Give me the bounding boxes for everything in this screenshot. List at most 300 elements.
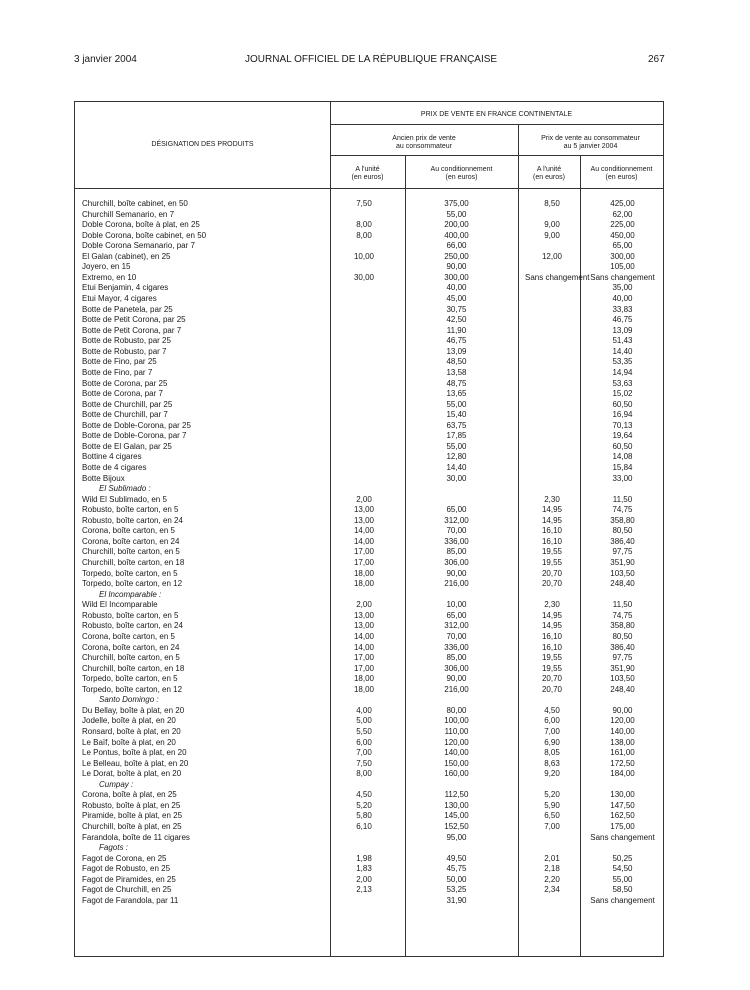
new-package-price: 248,40 — [610, 579, 635, 589]
old-unit-price: 1,98 — [356, 853, 372, 863]
old-package-price: 160,00 — [444, 769, 469, 779]
new-package-price: Sans changement — [590, 832, 655, 842]
conditionnement-new-header: Au conditionnement (en euros) — [590, 166, 653, 181]
section-heading: Fagots : — [99, 843, 128, 853]
new-package-price: 425,00 — [610, 199, 635, 208]
old-package-price: 55,00 — [446, 441, 467, 451]
new-package-price: 140,00 — [610, 727, 635, 736]
new-unit-price: 12,00 — [541, 251, 563, 261]
table-row — [75, 759, 665, 770]
nouveau-prix-header: Prix de vente au consommateur au 5 janvier 2004 — [541, 135, 640, 150]
new-unit-price: 19,55 — [541, 558, 563, 568]
old-unit-price: 17,00 — [353, 558, 375, 568]
old-package-price: 90,00 — [446, 674, 467, 684]
old-package-price: 140,00 — [444, 748, 469, 758]
table-row — [75, 685, 665, 696]
old-package-price: 216,00 — [444, 579, 469, 589]
new-package-price: 105,00 — [610, 262, 635, 272]
new-package-price: 14,94 — [612, 367, 633, 377]
table-row — [75, 400, 665, 411]
table-row — [75, 210, 665, 221]
product-name: Wild El Sublimado, en 5 — [82, 495, 326, 506]
new-unit-price: 2,30 — [544, 600, 560, 610]
product-name: Fagot de Farandola, par 11 — [82, 896, 326, 907]
product-name: Churchill, boîte carton, en 18 — [82, 558, 326, 569]
old-unit-price: 4,00 — [356, 705, 372, 715]
table-row — [75, 421, 665, 432]
new-unit-price: 20,70 — [541, 579, 563, 589]
old-package-price: 200,00 — [444, 220, 469, 230]
table-row — [75, 442, 665, 453]
table-row — [75, 843, 665, 854]
table-row — [75, 875, 665, 886]
old-unit-price: 7,50 — [356, 199, 372, 208]
new-unit-price: 14,95 — [541, 610, 563, 620]
new-package-price: 80,50 — [612, 526, 633, 536]
row-divider — [330, 155, 663, 156]
product-name: El Galan (cabinet), en 25 — [82, 252, 326, 263]
old-unit-price: 13,00 — [353, 610, 375, 620]
table-row — [75, 801, 665, 812]
new-package-price: 60,50 — [612, 399, 633, 409]
table-row — [75, 220, 665, 231]
table-row — [75, 716, 665, 727]
old-package-price: 110,00 — [444, 727, 469, 736]
new-unit-price: 2,18 — [544, 864, 560, 874]
new-package-price: 14,08 — [612, 452, 633, 462]
table-row — [75, 495, 665, 506]
new-package-price: 53,35 — [612, 357, 633, 367]
new-unit-price: 8,05 — [544, 748, 560, 758]
old-package-price: 90,00 — [446, 262, 467, 272]
product-name: Fagot de Churchill, en 25 — [82, 885, 326, 896]
table-row — [75, 885, 665, 896]
old-unit-price: 2,13 — [356, 885, 372, 895]
new-package-price: 225,00 — [610, 220, 635, 230]
new-package-price: 351,90 — [610, 558, 635, 568]
new-unit-price: 9,00 — [544, 220, 560, 230]
old-package-price: 45,75 — [446, 864, 467, 874]
product-name: Botte de Churchill, par 7 — [82, 410, 326, 421]
old-unit-price: 8,00 — [356, 769, 372, 779]
old-package-price: 375,00 — [444, 199, 469, 208]
table-row — [75, 780, 665, 791]
old-package-price: 85,00 — [446, 653, 467, 663]
new-unit-price: 8,63 — [544, 758, 560, 768]
new-package-price: 80,50 — [612, 631, 633, 641]
table-row — [75, 516, 665, 527]
table-row — [75, 590, 665, 601]
product-name: Corona, boîte carton, en 5 — [82, 632, 326, 643]
old-package-price: 53,25 — [446, 885, 467, 895]
new-unit-price: 16,10 — [541, 642, 563, 652]
new-unit-price: 19,55 — [541, 653, 563, 663]
product-name: Le Dorat, boîte à plat, en 20 — [82, 769, 326, 780]
table-row — [75, 231, 665, 242]
table-row — [75, 790, 665, 801]
table-row — [75, 526, 665, 537]
old-unit-price: 1,83 — [356, 864, 372, 874]
new-unit-price: 16,10 — [541, 526, 563, 536]
new-unit-price: 7,00 — [544, 822, 560, 832]
old-package-price: 112,50 — [444, 790, 469, 800]
table-row — [75, 833, 665, 844]
old-unit-price: 7,50 — [356, 758, 372, 768]
product-name: Doble Corona, boîte à plat, en 25 — [82, 220, 326, 231]
old-package-price: 17,85 — [446, 431, 467, 441]
product-name: Churchill, boîte cabinet, en 50 — [82, 199, 326, 210]
old-package-price: 55,00 — [446, 209, 467, 219]
product-name: Botte de Panetela, par 25 — [82, 305, 326, 316]
new-package-price: 53,63 — [612, 378, 633, 388]
new-package-price: 74,75 — [612, 505, 633, 515]
old-package-price: 250,00 — [444, 251, 469, 261]
product-name: Farandola, boîte de 11 cigares — [82, 833, 326, 844]
new-unit-price: 2,20 — [544, 874, 560, 884]
old-unit-price: 5,00 — [356, 716, 372, 726]
new-unit-price: 14,95 — [541, 515, 563, 525]
table-row — [75, 811, 665, 822]
product-name: Botte de Robusto, par 25 — [82, 336, 326, 347]
table-row — [75, 664, 665, 675]
conditionnement-header: Au conditionnement (en euros) — [430, 166, 493, 181]
table-row — [75, 474, 665, 485]
new-unit-price: 19,55 — [541, 547, 563, 557]
table-row — [75, 643, 665, 654]
new-package-price: 97,75 — [612, 653, 633, 663]
old-package-price: 65,00 — [446, 610, 467, 620]
table-row — [75, 262, 665, 273]
product-name: Doble Corona, boîte cabinet, en 50 — [82, 231, 326, 242]
product-name: Churchill, boîte carton, en 5 — [82, 653, 326, 664]
old-unit-price: 14,00 — [353, 526, 375, 536]
product-name: Churchill, boîte carton, en 5 — [82, 547, 326, 558]
new-package-price: 90,00 — [612, 705, 633, 715]
product-name: Joyero, en 15 — [82, 262, 326, 273]
table-row — [75, 336, 665, 347]
new-unit-price: 2,30 — [544, 494, 560, 504]
table-row — [75, 241, 665, 252]
new-package-price: 62,00 — [612, 209, 633, 219]
old-package-price: 306,00 — [444, 558, 469, 568]
product-name: Churchill, boîte à plat, en 25 — [82, 822, 326, 833]
old-package-price: 70,00 — [446, 631, 467, 641]
price-table — [74, 101, 664, 957]
old-package-price: 216,00 — [444, 684, 469, 694]
product-name: Robusto, boîte carton, en 24 — [82, 621, 326, 632]
old-unit-price: 2,00 — [356, 874, 372, 884]
old-unit-price: 14,00 — [353, 536, 375, 546]
old-package-price: 55,00 — [446, 399, 467, 409]
product-name: Corona, boîte carton, en 24 — [82, 643, 326, 654]
new-unit-price: 20,70 — [541, 684, 563, 694]
new-package-price: 450,00 — [610, 230, 635, 240]
new-package-price: 386,40 — [610, 642, 635, 652]
old-package-price: 100,00 — [444, 716, 469, 726]
table-row — [75, 326, 665, 337]
old-unit-price: 4,50 — [356, 790, 372, 800]
product-name: Wild El Incomparable — [82, 600, 326, 611]
old-unit-price: 14,00 — [353, 642, 375, 652]
row-divider — [330, 124, 663, 125]
old-unit-price: 30,00 — [353, 272, 375, 282]
product-name: Botte de El Galan, par 25 — [82, 442, 326, 453]
product-name: Etui Mayor, 4 cigares — [82, 294, 326, 305]
new-package-price: 70,13 — [612, 420, 633, 430]
table-row — [75, 748, 665, 759]
new-package-price: 33,00 — [612, 473, 633, 483]
new-package-price: 46,75 — [612, 315, 633, 325]
old-package-price: 306,00 — [444, 663, 469, 673]
new-unit-price: 8,50 — [544, 199, 560, 208]
unite-header: A l'unité (en euros) — [351, 166, 384, 181]
old-package-price: 90,00 — [446, 568, 467, 578]
product-name: Torpedo, boîte carton, en 12 — [82, 579, 326, 590]
old-package-price: 152,50 — [444, 822, 469, 832]
new-package-price: 358,80 — [610, 515, 635, 525]
new-package-price: 351,90 — [610, 663, 635, 673]
new-unit-price: 16,10 — [541, 536, 563, 546]
product-name: Robusto, boîte carton, en 5 — [82, 611, 326, 622]
table-row — [75, 727, 665, 738]
table-row — [75, 273, 665, 284]
new-package-price: 55,00 — [612, 874, 633, 884]
product-name: Botte de Doble-Corona, par 25 — [82, 421, 326, 432]
new-unit-price: 5,90 — [544, 800, 560, 810]
old-package-price: 49,50 — [446, 853, 467, 863]
new-package-price: 184,00 — [610, 769, 635, 779]
new-unit-price: Sans changement — [525, 272, 590, 282]
old-package-price: 150,00 — [444, 758, 469, 768]
old-package-price: 336,00 — [444, 642, 469, 652]
new-unit-price: 6,50 — [544, 811, 560, 821]
old-package-price: 120,00 — [444, 737, 469, 747]
old-unit-price: 5,80 — [356, 811, 372, 821]
new-package-price: 130,00 — [610, 790, 635, 800]
new-package-price: 120,00 — [610, 716, 635, 726]
new-unit-price: 2,01 — [544, 853, 560, 863]
prix-header: PRIX DE VENTE EN FRANCE CONTINENTALE — [420, 111, 573, 118]
new-package-price: 248,40 — [610, 684, 635, 694]
product-name: Etui Benjamin, 4 cigares — [82, 283, 326, 294]
new-package-price: 15,02 — [612, 389, 633, 399]
new-package-price: 74,75 — [612, 610, 633, 620]
product-name: Fagot de Corona, en 25 — [82, 854, 326, 865]
old-unit-price: 6,00 — [356, 737, 372, 747]
product-name: Botte de Petit Corona, par 25 — [82, 315, 326, 326]
new-package-price: 51,43 — [612, 336, 633, 346]
product-name: Botte de Corona, par 25 — [82, 379, 326, 390]
table-row — [75, 368, 665, 379]
new-package-price: 97,75 — [612, 547, 633, 557]
old-package-price: 46,75 — [446, 336, 467, 346]
table-row — [75, 537, 665, 548]
old-package-price: 45,00 — [446, 294, 467, 304]
product-name: Botte de 4 cigares — [82, 463, 326, 474]
table-row — [75, 505, 665, 516]
new-package-price: Sans changement — [590, 272, 655, 282]
new-unit-price: 20,70 — [541, 568, 563, 578]
new-package-price: 15,84 — [612, 463, 633, 472]
new-package-price: 162,50 — [610, 811, 635, 821]
old-package-price: 50,00 — [446, 874, 467, 884]
table-row — [75, 547, 665, 558]
product-name: Churchill Semanario, en 7 — [82, 210, 326, 221]
old-unit-price: 17,00 — [353, 663, 375, 673]
section-heading: El Sublimado : — [99, 484, 151, 494]
old-unit-price: 10,00 — [353, 251, 375, 261]
table-row — [75, 822, 665, 833]
table-row — [75, 315, 665, 326]
new-package-price: 147,50 — [610, 800, 635, 810]
old-package-price: 145,00 — [444, 811, 469, 821]
product-name: Churchill, boîte carton, en 18 — [82, 664, 326, 675]
old-package-price: 312,00 — [444, 621, 469, 631]
table-row — [75, 769, 665, 780]
table-row — [75, 621, 665, 632]
new-package-price: 11,50 — [612, 494, 633, 504]
table-row — [75, 632, 665, 643]
old-package-price: 66,00 — [446, 241, 467, 251]
table-row — [75, 706, 665, 717]
section-heading: El Incomparable : — [99, 589, 162, 599]
new-unit-price: 14,95 — [541, 505, 563, 515]
old-package-price: 300,00 — [444, 272, 469, 282]
old-package-price: 63,75 — [446, 420, 467, 430]
new-package-price: 60,50 — [612, 441, 633, 451]
old-unit-price: 14,00 — [353, 631, 375, 641]
old-unit-price: 8,00 — [356, 230, 372, 240]
product-name: Ronsard, boîte à plat, en 20 — [82, 727, 326, 738]
old-unit-price: 5,20 — [356, 800, 372, 810]
section-heading: Cumpay : — [99, 779, 134, 789]
old-package-price: 80,00 — [446, 705, 467, 715]
old-package-price: 48,50 — [446, 357, 467, 367]
product-name: Jodelle, boîte à plat, en 20 — [82, 716, 326, 727]
table-row — [75, 294, 665, 305]
old-unit-price: 17,00 — [353, 547, 375, 557]
new-package-price: 54,50 — [612, 864, 633, 874]
product-name: Corona, boîte à plat, en 25 — [82, 790, 326, 801]
new-unit-price: 9,00 — [544, 230, 560, 240]
old-package-price: 13,58 — [446, 367, 467, 377]
header-bottom-divider — [75, 188, 663, 189]
table-row — [75, 854, 665, 865]
new-package-price: 175,00 — [610, 822, 635, 832]
old-package-price: 31,90 — [446, 895, 467, 905]
old-unit-price: 18,00 — [353, 568, 375, 578]
product-name: Botte de Doble-Corona, par 7 — [82, 431, 326, 442]
new-unit-price: 6,00 — [544, 716, 560, 726]
new-package-price: 16,94 — [612, 410, 633, 420]
table-row — [75, 896, 665, 907]
new-unit-price: 20,70 — [541, 674, 563, 684]
product-name: Doble Corona Semanario, par 7 — [82, 241, 326, 252]
old-package-price: 13,65 — [446, 389, 467, 399]
new-package-price: 35,00 — [612, 283, 633, 293]
new-unit-price: 9,20 — [544, 769, 560, 779]
section-heading: Santo Domingo : — [99, 695, 159, 705]
table-row — [75, 389, 665, 400]
table-row — [75, 579, 665, 590]
table-row — [75, 864, 665, 875]
old-package-price: 48,75 — [446, 378, 467, 388]
old-package-price: 30,75 — [446, 304, 467, 314]
new-package-price: 58,50 — [612, 885, 633, 895]
product-name: Fagot de Piramides, en 25 — [82, 875, 326, 886]
new-unit-price: 6,90 — [544, 737, 560, 747]
new-package-price: 33,83 — [612, 304, 633, 314]
new-unit-price: 16,10 — [541, 631, 563, 641]
ancien-prix-header: Ancien prix de vente au consommateur — [392, 135, 456, 150]
old-package-price: 13,09 — [446, 346, 467, 356]
old-package-price: 12,80 — [446, 452, 467, 462]
old-unit-price: 17,00 — [353, 653, 375, 663]
old-unit-price: 18,00 — [353, 684, 375, 694]
old-package-price: 30,00 — [446, 473, 467, 483]
old-unit-price: 13,00 — [353, 621, 375, 631]
new-unit-price: 4,50 — [544, 705, 560, 715]
new-package-price: 358,80 — [610, 621, 635, 631]
table-row — [75, 653, 665, 664]
table-row — [75, 283, 665, 294]
table-row — [75, 738, 665, 749]
product-name: Bottine 4 cigares — [82, 452, 326, 463]
new-unit-price: 7,00 — [544, 727, 560, 736]
table-row — [75, 305, 665, 316]
old-package-price: 42,50 — [446, 315, 467, 325]
old-package-price: 10,00 — [446, 600, 467, 610]
old-unit-price: 13,00 — [353, 505, 375, 515]
table-row — [75, 347, 665, 358]
old-unit-price: 13,00 — [353, 515, 375, 525]
table-row — [75, 252, 665, 263]
new-package-price: 103,50 — [610, 674, 635, 684]
new-package-price: 300,00 — [610, 251, 635, 261]
new-package-price: 40,00 — [612, 294, 633, 304]
product-name: Robusto, boîte à plat, en 25 — [82, 801, 326, 812]
product-name: Torpedo, boîte carton, en 12 — [82, 685, 326, 696]
table-row — [75, 695, 665, 706]
new-package-price: 19,64 — [612, 431, 633, 441]
new-package-price: 386,40 — [610, 536, 635, 546]
new-package-price: 65,00 — [612, 241, 633, 251]
product-name: Botte de Fino, par 25 — [82, 357, 326, 368]
new-package-price: 103,50 — [610, 568, 635, 578]
table-row — [75, 484, 665, 495]
old-package-price: 336,00 — [444, 536, 469, 546]
old-package-price: 400,00 — [444, 230, 469, 240]
old-package-price: 85,00 — [446, 547, 467, 557]
old-package-price: 65,00 — [446, 505, 467, 515]
product-name: Du Bellay, boîte à plat, en 20 — [82, 706, 326, 717]
table-row — [75, 357, 665, 368]
product-name: Fagot de Robusto, en 25 — [82, 864, 326, 875]
product-name: Robusto, boîte carton, en 5 — [82, 505, 326, 516]
new-package-price: 14,40 — [612, 346, 633, 356]
journal-title: JOURNAL OFFICIEL DE LA RÉPUBLIQUE FRANÇAISE — [245, 54, 498, 65]
product-name: Extremo, en 10 — [82, 273, 326, 284]
new-package-price: 50,25 — [612, 853, 633, 863]
old-package-price: 130,00 — [444, 800, 469, 810]
product-name: Botte de Churchill, par 25 — [82, 400, 326, 411]
old-unit-price: 8,00 — [356, 220, 372, 230]
product-name: Le Baïf, boîte à plat, en 20 — [82, 738, 326, 749]
product-name: Corona, boîte carton, en 24 — [82, 537, 326, 548]
designation-header: DÉSIGNATION DES PRODUITS — [151, 141, 254, 148]
product-name: Botte de Petit Corona, par 7 — [82, 326, 326, 337]
product-name: Le Belleau, boîte à plat, en 20 — [82, 759, 326, 770]
